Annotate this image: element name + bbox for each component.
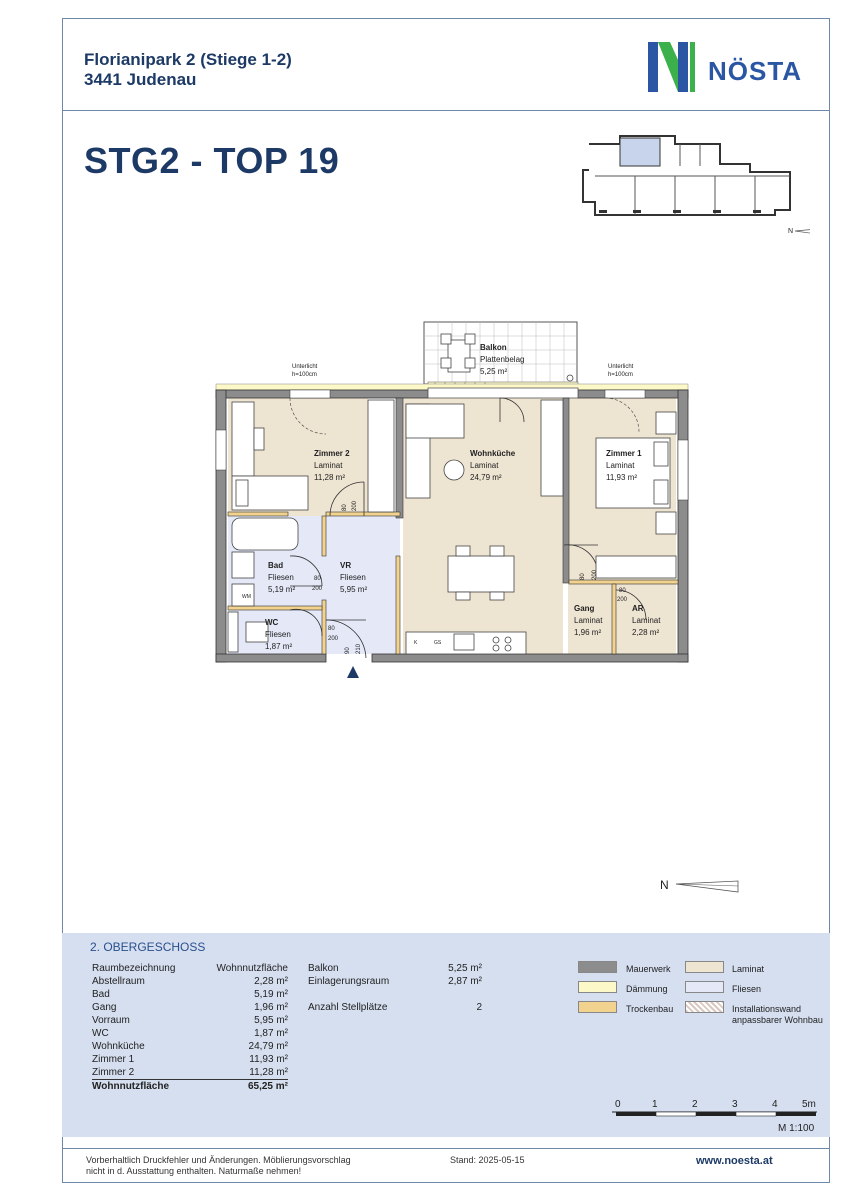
table-row [92, 1014, 288, 1027]
ar-floor: Laminat [632, 616, 661, 625]
table-row [92, 1053, 288, 1066]
bad-area: 5,19 m² [268, 585, 296, 594]
legend-swatch-trockenbau [578, 1001, 617, 1013]
address-line-2: 3441 Judenau [84, 70, 197, 89]
extra-table [308, 962, 482, 1014]
row-name: Einlagerungsraum [308, 976, 390, 987]
wohnkueche-floor: Laminat [470, 461, 499, 470]
legend-installationswand-line2: anpassbarer Wohnbau [732, 1015, 823, 1025]
address-line-1: Florianipark 2 (Stiege 1-2) [84, 50, 292, 69]
disclaimer [86, 1155, 351, 1177]
wohnkueche-name: Wohnküche [470, 449, 516, 458]
bad-name: Bad [268, 561, 284, 570]
disclaimer-line-1: Vorberhaltlich Druckfehler und Änderungen. Möblierungsvorschlag [86, 1155, 351, 1165]
row-area: 1,96 m² [254, 1002, 288, 1013]
wc-floor: Fliesen [265, 630, 291, 639]
parking-value: 2 [476, 1002, 482, 1013]
legend-swatch-fliesen [685, 981, 724, 993]
scale-tick-4: 4 [772, 1099, 778, 1110]
ar-name: AR [632, 604, 644, 613]
date-stamp: Stand: 2025-05-15 [450, 1155, 525, 1165]
legend-swatch-installationswand [685, 1001, 724, 1013]
wm-label: WM [242, 594, 251, 600]
row-area: 24,79 m² [248, 1041, 288, 1052]
row-name: Wohnküche [92, 1041, 145, 1052]
gang-area: 1,96 m² [574, 628, 602, 637]
table-row [92, 1027, 288, 1040]
zimmer1-floor: Laminat [606, 461, 635, 470]
floor-title: 2. OBERGESCHOSS [90, 940, 206, 954]
legend-daemmung: Dämmung [626, 984, 668, 994]
zimmer2-name: Zimmer 2 [314, 449, 350, 458]
gang-name: Gang [574, 604, 595, 613]
unterlicht-left-1: Unterlicht [292, 364, 318, 370]
row-area: 5,95 m² [254, 1015, 288, 1026]
row-area: 5,25 m² [448, 963, 482, 974]
balkon-floor: Plattenbelag [480, 355, 525, 364]
ar-area: 2,28 m² [632, 628, 660, 637]
gang-floor: Laminat [574, 616, 603, 625]
legend-laminat: Laminat [732, 964, 765, 974]
table-header-row [92, 962, 288, 975]
balkon-name: Balkon [480, 343, 507, 352]
row-name: Vorraum [92, 1015, 130, 1026]
total-row [92, 1080, 288, 1093]
dim-bad-w: 80 [314, 576, 321, 582]
entrance-arrow [347, 666, 359, 678]
north-arrow-icon [676, 881, 738, 892]
legend-swatch-laminat [685, 961, 724, 973]
bad-floor: Fliesen [268, 573, 294, 582]
disclaimer-line-2: nicht in d. Ausstattung enthalten. Naturmaße nehmen! [86, 1166, 302, 1176]
unit-title: STG2 - TOP 19 [84, 140, 340, 181]
wohnkueche-area: 24,79 m² [470, 473, 502, 482]
row-area: 11,28 m² [249, 1067, 288, 1078]
dim-ar-w: 80 [619, 588, 626, 594]
north-label: N [660, 878, 669, 892]
row-area: 2,28 m² [254, 976, 288, 987]
row-name: Abstellraum [92, 976, 145, 987]
unterlicht-right-2: h=100cm [608, 372, 633, 378]
total-label: Wohnnutzfläche [92, 1081, 170, 1092]
footer-divider [62, 1148, 830, 1149]
dim-ar-h: 200 [617, 597, 628, 603]
row-name: Balkon [308, 963, 339, 974]
scale-bar [612, 1110, 822, 1122]
vr-floor: Fliesen [340, 573, 366, 582]
table-row [92, 975, 288, 988]
dim-wc-h: 200 [328, 636, 339, 642]
table-row [308, 962, 482, 975]
scale-tick-1: 1 [652, 1099, 658, 1110]
row-area: 2,87 m² [448, 976, 482, 987]
dim-entry-h: 210 [356, 643, 362, 654]
dim-entry-w: 90 [345, 647, 351, 654]
keyplan-north-label: N [788, 228, 794, 235]
gs-label: GS [434, 640, 442, 646]
dim-wc-w: 80 [328, 626, 335, 632]
dim-bad-h: 200 [312, 586, 323, 592]
scale-tick-5: 5m [802, 1099, 816, 1110]
area-table [92, 962, 288, 1093]
col-area: Wohnnutzfläche [216, 963, 288, 974]
zimmer1-name: Zimmer 1 [606, 449, 642, 458]
table-row [92, 988, 288, 1001]
dim-zimmer1-h: 200 [592, 569, 598, 580]
total-value: 65,25 m² [247, 1081, 288, 1092]
legend-fliesen: Fliesen [732, 984, 762, 994]
zimmer1-area: 11,93 m² [606, 473, 637, 482]
legend-mauerwerk: Mauerwerk [626, 964, 671, 974]
row-area: 5,19 m² [254, 989, 288, 1000]
logo-wordmark: NÖSTA [708, 56, 803, 86]
col-room: Raumbezeichnung [92, 963, 176, 974]
legend-swatch-mauerwerk [578, 961, 617, 973]
unterlicht-left-2: h=100cm [292, 372, 317, 378]
wc-name: WC [265, 618, 279, 627]
dim-zimmer2-w: 80 [342, 504, 348, 511]
legend-swatch-daemmung [578, 981, 617, 993]
vr-name: VR [340, 561, 352, 570]
legend-installationswand-line1: Installationswand [732, 1004, 802, 1014]
table-row [92, 1040, 288, 1053]
scale-tick-0: 0 [615, 1099, 621, 1110]
dim-zimmer2-h: 200 [352, 500, 358, 511]
dim-zimmer1-w: 80 [580, 573, 586, 580]
balkon-area: 5,25 m² [480, 367, 508, 376]
row-name: Zimmer 2 [92, 1067, 135, 1078]
legend-installationswand [732, 1004, 823, 1026]
scale-text: M 1:100 [778, 1123, 815, 1134]
scale-tick-3: 3 [732, 1099, 738, 1110]
legend-trockenbau: Trockenbau [626, 1004, 674, 1014]
row-name: Zimmer 1 [92, 1054, 135, 1065]
table-row [92, 1066, 288, 1080]
row-name: Gang [92, 1002, 117, 1013]
row-name: WC [92, 1028, 109, 1039]
row-area: 1,87 m² [254, 1028, 288, 1039]
zimmer2-area: 11,28 m² [314, 473, 345, 482]
table-row [308, 975, 482, 988]
unterlicht-right-1: Unterlicht [608, 364, 634, 370]
zimmer2-floor: Laminat [314, 461, 343, 470]
parking-label: Anzahl Stellplätze [308, 1002, 388, 1013]
website-link[interactable]: www.noesta.at [696, 1155, 773, 1167]
wc-area: 1,87 m² [265, 642, 293, 651]
parking-row [308, 1001, 482, 1014]
k-label: K [414, 640, 418, 646]
table-row [92, 1001, 288, 1014]
row-name: Bad [92, 989, 110, 1000]
vr-area: 5,95 m² [340, 585, 368, 594]
row-area: 11,93 m² [249, 1054, 288, 1065]
scale-tick-2: 2 [692, 1099, 698, 1110]
